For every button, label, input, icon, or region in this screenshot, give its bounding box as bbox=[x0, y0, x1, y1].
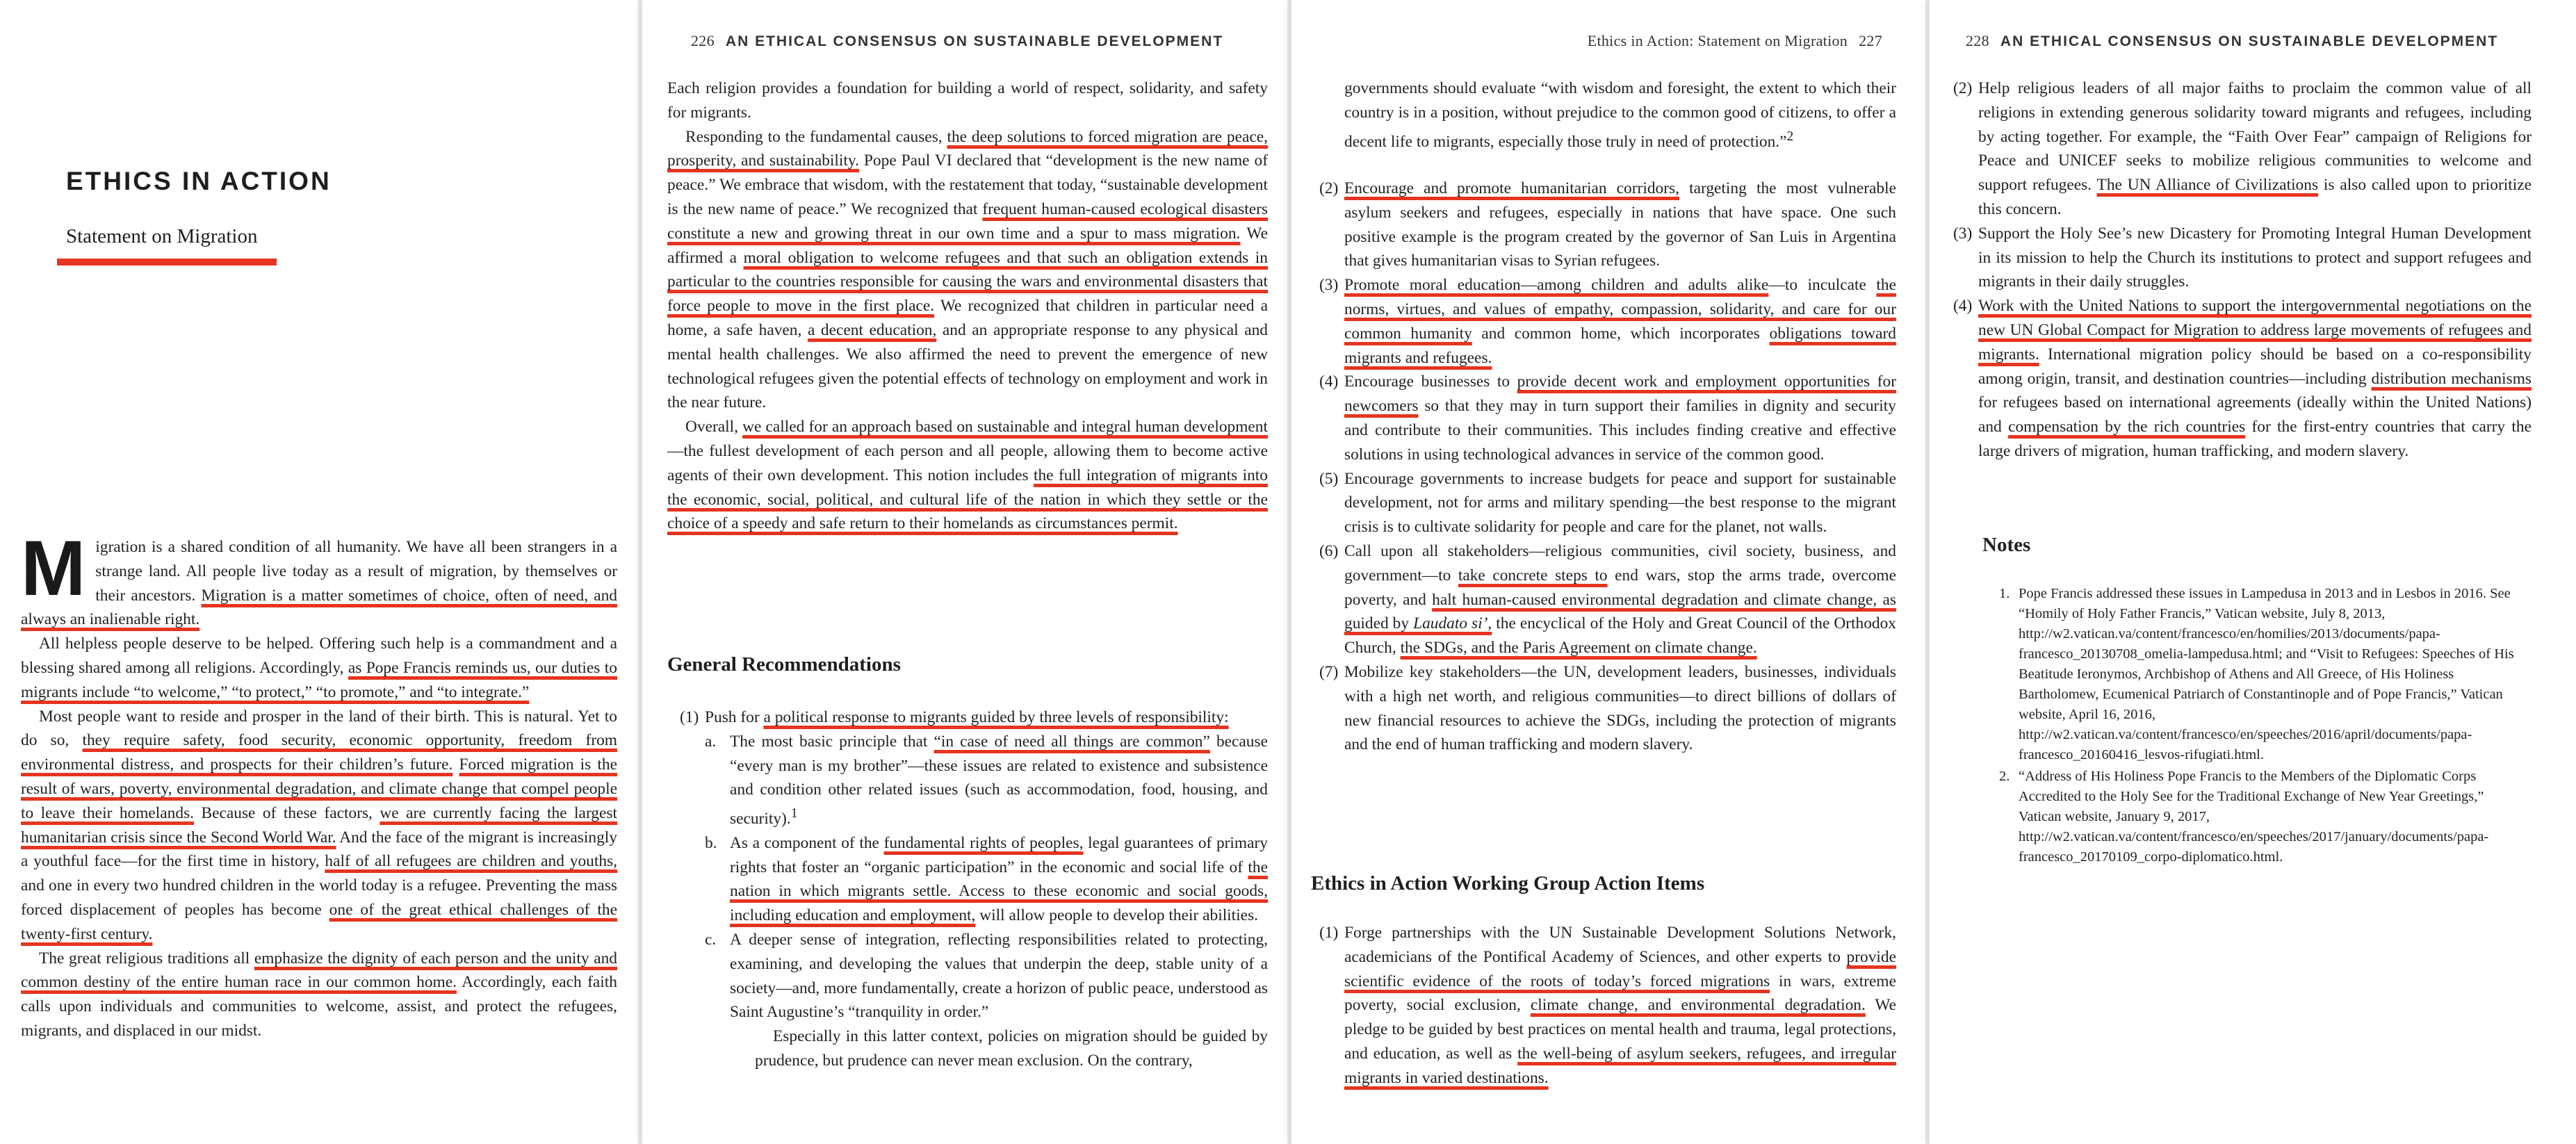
underlined-highlight: the full integration of migrants into the economic, social, political, and cultural life of the nation in which they settle or the choice of a speedy and safe return to their homelands as circumstances permit. bbox=[667, 466, 1268, 533]
body-paragraph bbox=[667, 76, 1268, 125]
text-run: Responding to the fundamental causes, bbox=[685, 127, 947, 146]
underlined-highlight: Promote moral education—among children and adults alike bbox=[1344, 276, 1769, 295]
text-run: Help religious leaders of all major faiths to proclaim the common value of all religions in extending generous solidarity toward migrants and refugees, including by acting together. For example, the “Faith Over Fear” campaign of Religions for Peace and UNICEF seeks to mobilize religious communities to welcome and support refugees. bbox=[1978, 79, 2532, 195]
text-run: for refugees based on international agreements (ideally within the United Nations) and bbox=[1978, 393, 2532, 436]
list-number: (6) bbox=[1319, 541, 1339, 560]
text-run: The great religious traditions all bbox=[39, 949, 254, 967]
page-228 bbox=[1930, 0, 2576, 1144]
action-items-list bbox=[1319, 921, 1896, 1090]
list-item bbox=[1319, 660, 1896, 757]
text-run: A deeper sense of integration, reflecting responsibilities related to protecting, examining, and developing the values that underpin the deep, stable unity of a society—and, more fundamentally, create a horizon of public peace, understood as Saint Augustine’s “tranquility in order.” bbox=[730, 930, 1268, 1022]
text-run: targeting the most vulnerable asylum seekers and refugees, especially in nations that have space. One such positive example is the program created by the governor of San Luis in Argentina that gives humanitarian visas to Syrian refugees. bbox=[1344, 179, 1897, 270]
list-number: (2) bbox=[1319, 179, 1339, 197]
text-run: The most basic principle that bbox=[730, 732, 934, 751]
underlined-highlight: moral obligation to welcome refugees and that such an obligation extends in particular to the countries responsible for causing the wars and environmental disasters that force people to move in the first place. bbox=[667, 248, 1268, 316]
footnote-marker: 2 bbox=[1786, 129, 1794, 144]
text-run: Overall, bbox=[685, 418, 743, 436]
list-item-text bbox=[1978, 76, 2532, 222]
sub-list-text bbox=[730, 928, 1268, 1024]
recommendations-list bbox=[680, 705, 1268, 1073]
text-run: Forge partnerships with the UN Sustainable Development Solutions Network, academicians of the Pontifical Academy of Sciences, and other experts to bbox=[1344, 924, 1896, 966]
list-number: (1) bbox=[680, 708, 699, 726]
list-item bbox=[1319, 273, 1896, 370]
underlined-highlight: compensation by the rich countries bbox=[2008, 418, 2246, 436]
underlined-highlight: a decent education, bbox=[807, 320, 937, 339]
text-run: All helpless people deserve to be helped. Offering such help is a commandment and a blessing shared among all religions. Accordingly, bbox=[21, 635, 617, 677]
underlined-highlight: obligations toward migrants and refugees. bbox=[1344, 324, 1896, 367]
sub-list-item bbox=[705, 928, 1268, 1024]
sub-list-item bbox=[705, 831, 1268, 928]
text-run: legal guarantees of primary rights that foster an “organic participation” in the economic and social life of bbox=[730, 833, 1268, 876]
underlined-highlight: frequent human-caused ecological disasters constitute a new and growing threat in our own time and a spur to mass migration. bbox=[667, 199, 1268, 243]
list-item bbox=[1319, 539, 1896, 660]
underlined-highlight: Migration is a matter sometimes of choice, often of need, and always an inalienable right. bbox=[21, 586, 618, 629]
list-item-text bbox=[1978, 222, 2532, 294]
body-paragraph bbox=[21, 632, 617, 704]
page-227 bbox=[1291, 0, 1925, 1144]
footnote-marker: 1 bbox=[790, 806, 798, 822]
text-run: Each religion provides a foundation for building a world of respect, solidarity, and safety for migrants. bbox=[667, 79, 1268, 122]
running-head bbox=[1588, 32, 1882, 50]
action-items-list-continued bbox=[1953, 76, 2532, 464]
text-run: is also called upon to prioritize this concern. bbox=[1978, 176, 2532, 218]
list-number: (3) bbox=[1953, 224, 1973, 243]
underlined-highlight: we called for an approach based on sustainable and integral human development bbox=[742, 418, 1268, 436]
footnote-number: 1. bbox=[1999, 586, 2010, 601]
list-item-text bbox=[1344, 273, 1896, 370]
underlined-highlight: as Pope Francis reminds us, our duties to migrants include “to welcome,” “to protect,” “to promote,” and “to integrate.” bbox=[21, 658, 617, 701]
sub-list-letter: a. bbox=[705, 732, 717, 751]
text-run: and common home, which incorporates bbox=[1472, 324, 1770, 343]
list-item bbox=[1319, 921, 1896, 1090]
list-number: (3) bbox=[1319, 276, 1339, 295]
list-item bbox=[1319, 467, 1896, 539]
text-run: As a component of the bbox=[730, 833, 884, 852]
underlined-highlight: provide scientific evidence of the roots of today’s forced migrations bbox=[1344, 947, 1896, 990]
text-run: because “every man is my brother”—these issues are related to existence and subsistence and condition other related issues (such as accommodation, food, housing, and security). bbox=[730, 732, 1268, 828]
notes-list bbox=[1982, 584, 2529, 869]
underlined-highlight: the well-being of asylum seekers, refugees, and irregular migrants in varied destinations. bbox=[1344, 1044, 1896, 1087]
underlined-highlight: “in case of need all things are common” bbox=[934, 732, 1210, 751]
list-number: (2) bbox=[1953, 79, 1973, 97]
underlined-highlight: halt human-caused environmental degradation and climate change, as guided by bbox=[1344, 590, 1897, 633]
list-item bbox=[1319, 370, 1896, 466]
body-paragraph bbox=[21, 705, 617, 947]
running-head bbox=[1966, 32, 2498, 50]
text-run: and an appropriate response to any physical and mental health challenges. We also affirmed the need to prevent the emergence of new technological refugees given the potential effects of technology on employment and work in the near future. bbox=[667, 320, 1268, 412]
underlined-highlight: provide decent work and employment opportunities for newcomers bbox=[1344, 373, 1896, 416]
text-run: We affirmed a bbox=[667, 224, 1268, 267]
text-run: in wars, extreme poverty, social exclusion, bbox=[1344, 972, 1896, 1015]
text-run: We recognized that children in particular need a home, a safe haven, bbox=[667, 297, 1269, 339]
underlined-highlight: one of the great ethical challenges of the twenty-first century. bbox=[21, 900, 617, 943]
text-run: Accordingly, each faith calls upon individuals and communities to welcome, assist, and protect the refugees, migrants, and displaced in our midst. bbox=[21, 973, 617, 1040]
running-head-title: AN ETHICAL CONSENSUS ON SUSTAINABLE DEVELOPMENT bbox=[2000, 33, 2499, 49]
text-run: International migration policy should be based on a co-responsibility among origin, transit, and destination countries—including bbox=[1978, 345, 2532, 388]
list-item-text bbox=[1344, 467, 1896, 539]
sub-list-item bbox=[705, 730, 1268, 831]
list-item bbox=[680, 705, 1268, 1073]
text-run: Mobilize key stakeholders—the UN, development leaders, businesses, individuals with a high net worth, and religious communities—to direct billions of dollars of new financial resources to achieve the SDGs, including the protection of migrants and the end of human trafficking and modern slavery. bbox=[1344, 662, 1896, 754]
text-run: for the first-entry countries that carry the large drivers of migration, human trafficking, and modern slavery. bbox=[1978, 418, 2532, 460]
text-run: Call upon all stakeholders—religious communities, civil society, business, and government—to bbox=[1344, 541, 1896, 585]
list-item-text bbox=[1978, 294, 2532, 464]
underlined-highlight: Laudato si’, bbox=[1413, 614, 1492, 633]
text-run: —to inculcate bbox=[1768, 276, 1877, 295]
text-run: Pope Paul VI declared that “development is the new name of peace.” We embrace that wisdom, with the restatement that today, “sustainable development is the new name of peace.” We recognized that bbox=[667, 152, 1268, 218]
footnote-text: Pope Francis addressed these issues in Lampedusa in 2013 and in Lesbos in 2016. See “Homily of Holy Father Francis,” Vatican website, July 8, 2013, http://w2.vatican.va/content/francesco/en/homilies/2013/documents/papa-francesco_20130708_omelia-lampedusa.html; and “Visit to Refugees: Speeches of His Beatitude Ieronymos, Archbishop of Athens and All Greece, of His Holiness Bartholomew, Ecumenical Patriarch of Constantinople and of Pope Francis,” Vatican website, April 16, 2016, http://w2.vatican.va/content/francesco/en/speeches/2016/april/documents/papa-francesco_20160416_lesvos-rifugiati.html. bbox=[2019, 586, 2514, 762]
text-run: governments should evaluate “with wisdom and foresight, the extent to which their country is in a position, without prejudice to the common good of citizens, to offer a decent life to migrants, especially those truly in need of protection.” bbox=[1344, 79, 1896, 151]
chapter-title: ETHICS IN ACTION bbox=[66, 167, 332, 195]
list-item-text bbox=[1344, 177, 1896, 273]
underlined-highlight: Encourage and promote humanitarian corridors, bbox=[1344, 179, 1679, 197]
list-number: (4) bbox=[1953, 297, 1973, 316]
page-number: 226 bbox=[691, 32, 715, 49]
sub-list-text bbox=[730, 831, 1268, 928]
list-item-text bbox=[705, 705, 1268, 730]
text-run: Encourage businesses to bbox=[1344, 373, 1517, 391]
text-run: will allow people to develop their abilities. bbox=[975, 906, 1259, 925]
footnote bbox=[1982, 767, 2529, 867]
list-number: (7) bbox=[1319, 662, 1339, 681]
continuation-paragraph bbox=[705, 1024, 1268, 1073]
body-paragraph bbox=[21, 947, 617, 1043]
underlined-highlight: a political response to migrants guided by three levels of responsibility: bbox=[763, 708, 1229, 726]
underlined-highlight: the nation in which migrants settle. Access to these economic and social goods, including education and employment, bbox=[730, 858, 1268, 925]
underlined-highlight: fundamental rights of peoples, bbox=[883, 833, 1084, 852]
list-item bbox=[1953, 294, 2532, 464]
sub-list-text bbox=[730, 730, 1268, 831]
page-226-body-top bbox=[667, 76, 1268, 536]
list-number: (4) bbox=[1319, 373, 1339, 391]
page-number: 227 bbox=[1859, 32, 1882, 49]
text-run: so that they may in turn support their families in dignity and security and contribute to their communities. This includes finding creative and effective solutions in using technological advances in service of the common good. bbox=[1344, 397, 1896, 464]
list-item-text bbox=[1344, 539, 1896, 660]
text-run: Especially in this latter context, policies on migration should be guided by prudence, but prudence can never mean exclusion. On the contrary, bbox=[755, 1027, 1268, 1070]
running-head-title: AN ETHICAL CONSENSUS ON SUSTAINABLE DEVELOPMENT bbox=[725, 33, 1224, 49]
text-run: end wars, stop the arms trade, overcome poverty, and bbox=[1344, 566, 1896, 609]
notes-heading: Notes bbox=[1982, 534, 2031, 556]
recommendations-list-continued bbox=[1319, 177, 1896, 757]
opening-paragraph bbox=[21, 525, 618, 632]
text-run: Push for bbox=[705, 708, 764, 726]
body-paragraph bbox=[667, 415, 1268, 536]
text-run: and one in every two hundred children in the world today is a refugee. Preventing the mass forced displacement of peoples has become bbox=[21, 876, 617, 919]
page-227-continuation bbox=[1344, 76, 1896, 154]
underlined-highlight: the SDGs, and the Paris Agreement on climate change. bbox=[1400, 639, 1757, 657]
text-run: Encourage governments to increase budgets for peace and support for sustainable development, not for arms and military spending—the best response to the migrant crisis is to cultivate solidarity for people and care for the planet, not walls. bbox=[1344, 469, 1896, 537]
list-number: (1) bbox=[1319, 924, 1339, 942]
section-heading-action-items: Ethics in Action Working Group Action Items bbox=[1311, 872, 1705, 894]
page-225 bbox=[0, 0, 638, 1144]
body-paragraph bbox=[667, 125, 1268, 416]
sub-list-letter: b. bbox=[705, 833, 717, 852]
text-run: Most people want to reside and prosper in the land of their birth. This is natural. Yet to do so, bbox=[21, 707, 617, 750]
underlined-highlight: emphasize the dignity of each person and the unity and common destiny of the entire human race in our common home. bbox=[21, 949, 617, 992]
underlined-highlight: Forced migration is the result of wars, poverty, environmental degradation, and climate change that compel people to leave their homelands. bbox=[21, 755, 617, 822]
subtitle-highlight-bar bbox=[57, 259, 277, 265]
underlined-highlight: climate change, and environmental degradation. bbox=[1530, 996, 1866, 1015]
list-item-text bbox=[1344, 921, 1896, 1090]
underlined-highlight: they require safety, food security, economic opportunity, freedom from environmental distress, and prospects for their children’s future. bbox=[21, 731, 617, 774]
underlined-highlight: Work with the United Nations to support the intergovernmental negotiations on the new UN Global Compact for Migration to address large movements of refugees and migrants. bbox=[1978, 297, 2532, 363]
chapter-subtitle: Statement on Migration bbox=[66, 225, 258, 247]
sub-list-letter: c. bbox=[705, 930, 717, 949]
underlined-highlight: we are currently facing the largest humanitarian crisis since the Second World War. bbox=[21, 803, 617, 847]
list-number: (5) bbox=[1319, 469, 1339, 488]
continuation-paragraph bbox=[1344, 76, 1896, 154]
underlined-highlight: the norms, virtues, and values of empathy, compassion, solidarity, and care for our common humanity bbox=[1344, 276, 1896, 343]
section-heading-general-recommendations: General Recommendations bbox=[667, 653, 901, 676]
text-run: igration is a shared condition of all humanity. We have all been strangers in a strange land. All people live today as a result of migration, by themselves or their ancestors. bbox=[95, 538, 617, 605]
list-item bbox=[1953, 76, 2532, 222]
list-item bbox=[1319, 177, 1896, 273]
text-run: —the fullest development of each person and all people, allowing them to become active agents of their own development. This notion includes bbox=[667, 441, 1268, 484]
underlined-highlight: take concrete steps to bbox=[1458, 566, 1608, 585]
list-item-text bbox=[1344, 370, 1896, 466]
page-number: 228 bbox=[1966, 32, 1989, 49]
text-run: the encyclical of the Holy and Great Council of the Orthodox Church, bbox=[1344, 614, 1897, 657]
footnote bbox=[1982, 584, 2529, 765]
underlined-highlight: distribution mechanisms bbox=[2371, 369, 2532, 388]
running-head-title: Ethics in Action: Statement on Migration bbox=[1587, 32, 1848, 49]
dropcap-letter: M bbox=[21, 525, 86, 612]
footnote-text: “Address of His Holiness Pope Francis to the Members of the Diplomatic Corps Accredited to the Holy See for the Traditional Exchange of New Year Greetings,” Vatican website, January 9, 2017, http://w2.vatican.va/content/francesco/en/speeches/2017/january/documents/papa-francesco_20170109_corpo-diplomatico.html. bbox=[2019, 769, 2489, 865]
text-run: We pledge to be guided by best practices on mental health and trauma, legal protections, and education, as well as bbox=[1344, 996, 1897, 1063]
page-225-body bbox=[21, 525, 618, 1043]
running-head bbox=[691, 32, 1223, 50]
text-run: Support the Holy See’s new Dicastery for Promoting Integral Human Development in its mission to help the Church its institutions to protect and support refugees and migrants in their daily struggles. bbox=[1978, 224, 2532, 291]
underlined-highlight: half of all refugees are children and youths, bbox=[325, 852, 617, 871]
list-item bbox=[1953, 222, 2532, 294]
list-item-text bbox=[1344, 660, 1896, 757]
footnote-number: 2. bbox=[1999, 769, 2010, 784]
page-226 bbox=[642, 0, 1287, 1144]
text-run: Because of these factors, bbox=[194, 803, 380, 822]
underlined-highlight: The UN Alliance of Civilizations bbox=[2096, 176, 2319, 195]
text-run: And the face of the migrant is increasingly a youthful face—for the first time in history, bbox=[21, 828, 617, 871]
underlined-highlight: the deep solutions to forced migration are peace, prosperity, and sustainability. bbox=[667, 127, 1268, 170]
